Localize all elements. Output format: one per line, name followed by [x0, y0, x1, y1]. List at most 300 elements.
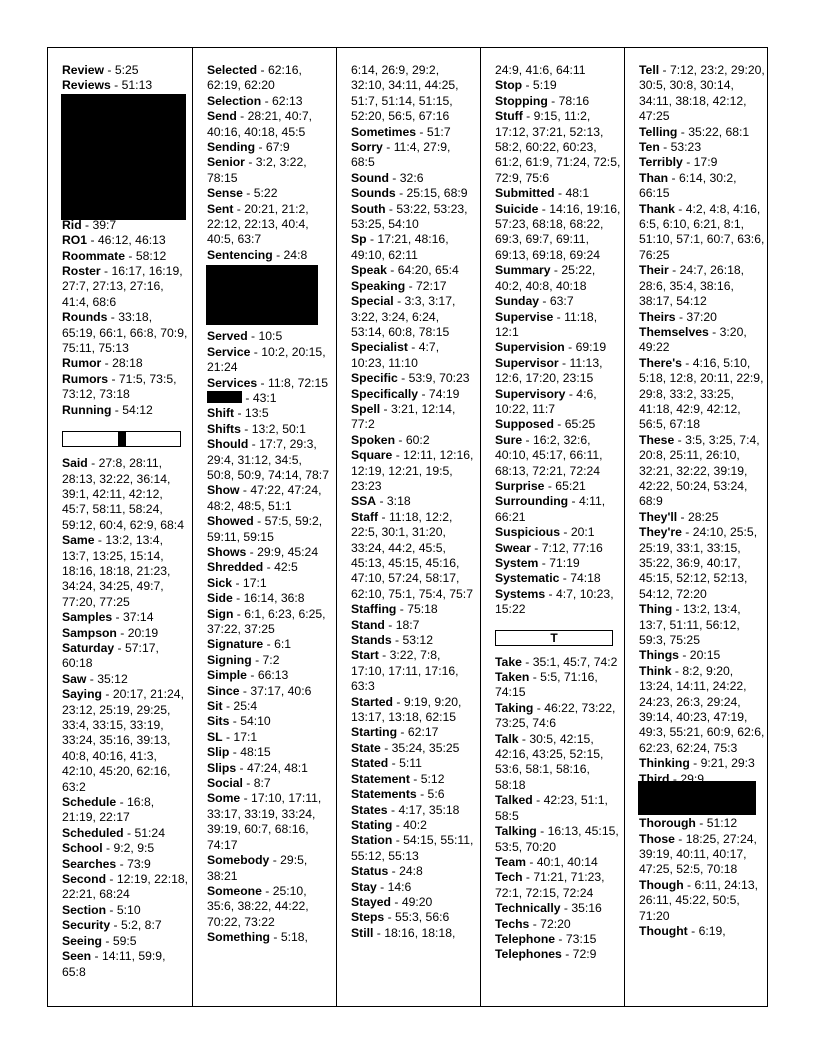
- entry-refs: 40:2: [403, 817, 427, 832]
- entry-refs: 5:18,: [280, 930, 308, 945]
- entry-refs: 3:21, 12:14, 77:2: [351, 401, 456, 432]
- entry-refs: 7:12, 77:16: [541, 540, 603, 555]
- entry-word: Suicide: [495, 201, 539, 216]
- entry-refs: 25:15, 68:9: [406, 186, 468, 201]
- index-entry: Starting - 62:17: [351, 725, 439, 740]
- entries-after-redaction: [639, 816, 765, 939]
- index-column-1: [48, 48, 193, 1006]
- index-entry: Sick - 17:1: [207, 575, 267, 590]
- entry-refs: 28:21, 40:7, 40:16, 40:18, 45:5: [207, 109, 313, 139]
- entry-word: Services: [207, 375, 258, 390]
- index-column-4: [480, 48, 625, 1006]
- entry-word: These: [639, 432, 675, 447]
- entry-refs: 35:22, 68:1: [688, 124, 750, 139]
- index-entry: Theirs - 37:20: [639, 309, 717, 324]
- entry-refs: 55:3, 56:6: [395, 910, 450, 925]
- entry-word: Than: [639, 170, 669, 185]
- entry-word: Stand: [351, 617, 385, 632]
- entry-refs: 17:9: [693, 155, 718, 170]
- entry-refs: 5:5, 71:16, 74:15: [495, 670, 598, 700]
- entry-word: Slip: [207, 745, 230, 760]
- entry-word: Served: [207, 329, 248, 344]
- index-entry: Terribly - 17:9: [639, 155, 718, 170]
- index-entry: Tech - 71:21, 71:23, 72:1, 72:15, 72:24: [495, 870, 605, 900]
- index-entry: They'll - 28:25: [639, 509, 719, 524]
- entry-refs: 29:5, 38:21: [207, 853, 308, 883]
- entry-word: Some: [207, 791, 241, 806]
- entry-word: SSA: [351, 494, 377, 509]
- entry-refs: 43:1: [252, 390, 277, 405]
- entry-refs: 6:11, 24:13, 26:11, 45:22, 50:5, 71:20: [639, 877, 758, 923]
- index-entry: Systems - 4:7, 10:23, 15:22: [495, 586, 614, 617]
- index-entry: Should - 17:7, 29:3, 29:4, 31:12, 34:5, 50:8, 50:9, 74:14, 78:7: [207, 437, 329, 482]
- entry-refs: 42:5: [274, 560, 298, 575]
- entry-word: Staff: [351, 509, 379, 524]
- entry-word: Specifically: [351, 386, 419, 401]
- index-entry: Supervisory - 4:6, 10:22, 11:7: [495, 386, 597, 416]
- entry-word: Sick: [207, 575, 233, 590]
- entry-refs: 54:10: [240, 714, 271, 729]
- index-entry: Staff - 11:18, 12:2, 22:5, 30:1, 31:20, 33:24, 44:2, 45:5, 45:13, 45:15, 45:16, 47:10, 57:24, 58:17, 62:10, 75:1, 75:4, 75:7: [351, 509, 473, 601]
- entry-refs: 13:2, 13:4, 13:7, 51:11, 56:12, 59:3, 75:25: [639, 602, 741, 648]
- section-letter-box: [62, 431, 181, 447]
- entry-refs: 11:18, 12:2, 22:5, 30:1, 31:20, 33:24, 44:2, 45:5, 45:13, 45:15, 45:16, 47:10, 57:24, 58:17, 62:10, 75:1, 75:4, 75:7: [351, 509, 473, 601]
- index-entry: Talking - 16:13, 45:15, 53:5, 70:20: [495, 824, 619, 854]
- entry-word: Started: [351, 694, 393, 709]
- index-entry: Thinking - 9:21, 29:3: [639, 756, 755, 771]
- entry-refs: 57:17, 60:18: [62, 640, 159, 671]
- entry-refs: 6:1, 6:23, 6:25, 37:22, 37:25: [207, 606, 326, 636]
- entry-word: Square: [351, 448, 393, 463]
- entry-refs: 37:20: [686, 309, 717, 324]
- entry-word: Saw: [62, 671, 87, 686]
- entry-word: Slips: [207, 760, 237, 775]
- entry-word: Stayed: [351, 894, 391, 909]
- index-entry: Think - 8:2, 9:20, 13:24, 14:11, 24:22, 24:23, 26:3, 29:24, 39:14, 40:23, 47:19, 49:3, 55:21, 60:9, 62:6, 62:23, 62:24, 75:3: [639, 663, 765, 755]
- entry-word: Systematic: [495, 571, 560, 586]
- index-entry: Techs - 72:20: [495, 916, 571, 931]
- index-entry: Showed - 57:5, 59:2, 59:11, 59:15: [207, 514, 323, 544]
- index-page-frame: [47, 47, 768, 1007]
- index-entry: Square - 12:11, 12:16, 12:19, 12:21, 19:5, 23:23: [351, 448, 474, 493]
- entry-word: Think: [639, 663, 672, 678]
- entries-after-section: [62, 456, 189, 980]
- entry-word: Stopping: [495, 93, 548, 108]
- entry-word: Team: [495, 854, 526, 869]
- entry-word: Sending: [207, 140, 256, 155]
- index-entry: Sampson - 20:19: [62, 625, 159, 640]
- entry-word: Terribly: [639, 155, 683, 170]
- entry-refs: 74:18: [570, 571, 601, 586]
- entry-refs: 13:5: [244, 406, 269, 421]
- index-entry: Supervisor - 11:13, 12:6, 17:20, 23:15: [495, 355, 603, 386]
- index-entry: Spell - 3:21, 12:14, 77:2: [351, 401, 456, 432]
- index-entry: Summary - 25:22, 40:2, 40:8, 40:18: [495, 263, 596, 293]
- entry-word: Suspicious: [495, 525, 561, 540]
- entry-refs: 5:22: [253, 186, 278, 201]
- index-entry: Than - 6:14, 30:2, 66:15: [639, 170, 737, 201]
- entry-refs: 71:5, 73:5, 73:12, 73:18: [62, 371, 177, 402]
- entry-word: Third: [639, 771, 670, 786]
- entry-word: Special: [351, 294, 394, 309]
- entry-word: Sunday: [495, 294, 540, 309]
- entry-word: Someone: [207, 883, 262, 898]
- index-entry: Sending - 67:9: [207, 140, 290, 155]
- index-entry: Things - 20:15: [639, 648, 721, 663]
- entry-word: Same: [62, 533, 95, 548]
- index-entry: Sits - 54:10: [207, 714, 271, 729]
- entry-refs: 78:16: [558, 93, 590, 108]
- entry-word: Technically: [495, 901, 561, 916]
- entry-word: Supposed: [495, 417, 554, 432]
- entry-word: Starting: [351, 725, 398, 740]
- entry-refs: 35:12: [97, 671, 128, 686]
- entry-word: Rounds: [62, 310, 108, 325]
- entry-word: Rid: [62, 217, 82, 232]
- entry-word: Staffing: [351, 602, 397, 617]
- index-entry: Stay - 14:6: [351, 879, 412, 894]
- index-entry: Start - 3:22, 7:8, 17:10, 17:11, 17:16, 63:3: [351, 648, 459, 694]
- index-entry: South - 53:22, 53:23, 53:25, 54:10: [351, 201, 468, 232]
- index-entry: Tell - 7:12, 23:2, 29:20, 30:5, 30:8, 30:14, 34:11, 38:18, 42:12, 47:25: [639, 63, 765, 124]
- entry-word: Send: [207, 109, 237, 124]
- entries-after-redaction: [62, 218, 189, 418]
- index-entry: Themselves - 3:20, 49:22: [639, 324, 747, 355]
- index-entry: Saying - 20:17, 21:24, 23:12, 25:19, 29:25, 33:4, 33:15, 33:19, 33:24, 35:16, 39:13, 40:8, 40:16, 41:3, 42:10, 45:20, 62:16, 63:2: [62, 687, 184, 794]
- index-entry: States - 4:17, 35:18: [351, 802, 460, 817]
- section-letter-redaction: [118, 432, 126, 446]
- entry-word: Sense: [207, 186, 243, 201]
- entry-word: Running: [62, 402, 112, 417]
- entry-refs: 29:9: [680, 771, 705, 786]
- entry-word: Stated: [351, 756, 389, 771]
- entry-word: Security: [62, 918, 111, 933]
- entry-refs: 29:9, 45:24: [257, 544, 319, 559]
- index-entry: Sound - 32:6: [351, 170, 424, 185]
- entry-refs: 16:17, 16:19, 27:7, 27:13, 27:16, 41:4, 68:6: [62, 264, 183, 309]
- entry-refs: 5:19: [532, 78, 557, 93]
- entry-refs: 9:19, 9:20, 13:17, 13:18, 62:15: [351, 694, 462, 725]
- entry-refs: 5:12: [420, 771, 445, 786]
- index-entry: Scheduled - 51:24: [62, 825, 165, 840]
- entry-word: Said: [62, 456, 88, 471]
- entry-word: Sits: [207, 714, 230, 729]
- index-entry: Telephones - 72:9: [495, 947, 597, 962]
- entry-word: Still: [351, 925, 374, 940]
- entry-refs: 47:24, 48:1: [246, 760, 308, 775]
- entry-word: Sampson: [62, 625, 117, 640]
- entry-refs: 54:12: [122, 402, 153, 417]
- index-entry: SSA - 3:18: [351, 494, 411, 509]
- entry-refs: 24:8: [399, 864, 423, 879]
- redacted-word: [207, 391, 242, 403]
- entry-refs: 4:17, 35:18: [398, 802, 460, 817]
- entry-refs: 60:2: [405, 432, 430, 447]
- index-entry: Supervise - 11:18, 12:1: [495, 309, 598, 339]
- entry-refs: 33:18, 65:19, 66:1, 66:8, 70:9, 75:11, 75:13: [62, 310, 188, 356]
- index-entry: Swear - 7:12, 77:16: [495, 540, 603, 555]
- entry-word: Those: [639, 831, 675, 846]
- entry-word: Selected: [207, 63, 258, 77]
- entry-refs: 17:1: [233, 729, 258, 744]
- entry-refs: 24:10, 25:5, 25:19, 33:1, 33:15, 35:22, 36:9, 40:17, 45:15, 52:12, 52:13, 54:12, 72:20: [639, 525, 758, 601]
- entry-refs: 69:19: [575, 340, 607, 355]
- entries: [351, 125, 476, 942]
- index-entry: Reviews - 51:13: [62, 78, 153, 93]
- entry-refs: 63:7: [549, 294, 574, 309]
- entries-after-redaction: [207, 329, 332, 391]
- entry-word: Roster: [62, 264, 101, 279]
- entry-refs: 40:1, 40:14: [536, 854, 598, 869]
- index-entry: Simple - 66:13: [207, 668, 289, 683]
- index-entry: Speaking - 72:17: [351, 278, 447, 293]
- entry-word: Sounds: [351, 186, 396, 201]
- index-entry: Though - 6:11, 24:13, 26:11, 45:22, 50:5, 71:20: [639, 877, 758, 923]
- index-entry: RO1 - 46:12, 46:13: [62, 233, 166, 248]
- entry-refs: 14:6: [387, 879, 412, 894]
- entry-word: SL: [207, 729, 223, 744]
- index-entry: Rounds - 33:18, 65:19, 66:1, 66:8, 70:9, 75:11, 75:13: [62, 310, 188, 356]
- entry-refs: 4:6, 10:22, 11:7: [495, 386, 597, 416]
- entry-refs: 5:6: [427, 787, 445, 802]
- entry-refs: 53:23: [670, 140, 702, 155]
- entry-refs: 37:17, 40:6: [250, 683, 312, 698]
- index-entry: Something - 5:18,: [207, 930, 308, 945]
- index-entry: Thorough - 51:12: [639, 816, 738, 831]
- entry-refs: 8:7: [253, 776, 271, 791]
- entry-word: Rumor: [62, 356, 102, 371]
- index-entry: Take - 35:1, 45:7, 74:2: [495, 654, 618, 669]
- entry-word: Thank: [639, 201, 675, 216]
- entry-word: Telephone: [495, 931, 556, 946]
- entry-word: Supervise: [495, 309, 554, 324]
- entry-refs: 71:21, 71:23, 72:1, 72:15, 72:24: [495, 870, 605, 900]
- index-entry: Roster - 16:17, 16:19, 27:7, 27:13, 27:16, 41:4, 68:6: [62, 264, 183, 309]
- entry-word: Sometimes: [351, 124, 417, 139]
- entry-word: Something: [207, 930, 270, 945]
- entry-word: Section: [62, 902, 107, 917]
- entry-refs: 48:15: [240, 745, 271, 760]
- entry-word: Sentencing: [207, 247, 273, 262]
- index-entry: Review - 5:25: [62, 63, 139, 77]
- entry-word: Though: [639, 877, 684, 892]
- index-entry: Social - 8:7: [207, 776, 271, 791]
- index-entry: Since - 37:17, 40:6: [207, 683, 312, 698]
- index-entry: Talked - 42:23, 51:1, 58:5: [495, 793, 608, 823]
- index-entry: Saw - 35:12: [62, 671, 128, 686]
- index-entry: Sunday - 63:7: [495, 294, 574, 309]
- entry-refs: 3:18: [386, 494, 411, 509]
- index-entry: Send - 28:21, 40:7, 40:16, 40:18, 45:5: [207, 109, 313, 139]
- entry-word: Surprise: [495, 478, 545, 493]
- entry-refs: 18:16, 18:18,: [384, 925, 456, 940]
- entries-after-section: [495, 655, 621, 963]
- entry-word: Things: [639, 648, 679, 663]
- entry-refs: 58:12: [135, 248, 167, 263]
- index-entry: Show - 47:22, 47:24, 48:2, 48:5, 51:1: [207, 483, 322, 513]
- index-entry: Taking - 46:22, 73:22, 73:25, 74:6: [495, 700, 616, 731]
- entry-refs: 20:15: [689, 648, 721, 663]
- entry-word: Scheduled: [62, 825, 124, 840]
- entry-refs: 10:5: [258, 329, 283, 344]
- entry-word: Station: [351, 833, 393, 848]
- index-entry: Sentencing - 24:8: [207, 247, 308, 262]
- index-entry: Their - 24:7, 26:18, 28:6, 35:4, 38:16, 38:17, 54:12: [639, 263, 745, 309]
- entry-refs: 17:1: [242, 575, 267, 590]
- entry-word: Social: [207, 776, 243, 791]
- entry-word: Seeing: [62, 933, 102, 948]
- entry-word: Service: [207, 344, 251, 359]
- index-entry: Service - 10:2, 20:15, 21:24: [207, 344, 326, 375]
- index-entry: Rumor - 28:18: [62, 356, 143, 371]
- entry-refs: 13:2, 50:1: [251, 421, 306, 436]
- entry-refs: 4:11, 66:21: [495, 494, 606, 524]
- entry-word: Swear: [495, 540, 531, 555]
- index-entry: Shows - 29:9, 45:24: [207, 544, 319, 559]
- index-entry: Same - 13:2, 13:4, 13:7, 13:25, 15:14, 18:16, 18:18, 21:23, 34:24, 34:25, 49:7, 77:20, 77:25: [62, 533, 171, 609]
- entry-refs: 5:10: [116, 902, 141, 917]
- entry-word: There's: [639, 355, 682, 370]
- entry-word: Talking: [495, 824, 537, 839]
- index-entry: Sit - 25:4: [207, 699, 258, 714]
- entries-before-redaction: [62, 63, 189, 94]
- entry-refs: 20:19: [127, 625, 159, 640]
- entry-refs: 12:19, 22:18, 22:21, 68:24: [62, 872, 189, 902]
- index-entry: Rumors - 71:5, 73:5, 73:12, 73:18: [62, 371, 177, 402]
- entries-before-section: [495, 78, 621, 617]
- entry-refs: 16:2, 32:6, 40:10, 45:17, 66:11, 68:13, 72:21, 72:24: [495, 432, 603, 478]
- entry-word: Searches: [62, 856, 117, 871]
- entry-refs: 18:25, 27:24, 39:19, 40:11, 40:17, 47:25, 52:5, 70:18: [639, 831, 757, 877]
- index-entry: Sign - 6:1, 6:23, 6:25, 37:22, 37:25: [207, 606, 326, 636]
- entry-refs: 14:16, 19:16, 57:23, 68:18, 68:22, 69:3, 69:7, 69:11, 69:13, 69:18, 69:24: [495, 201, 621, 262]
- index-entry: Services - 11:8, 72:15: [207, 375, 329, 390]
- entry-refs: 35:1, 45:7, 74:2: [532, 654, 618, 669]
- index-entry: Staffing - 75:18: [351, 602, 438, 617]
- index-entry: State - 35:24, 35:25: [351, 740, 460, 755]
- entry-refs: 67:9: [265, 140, 290, 155]
- entry-refs: 11:13, 12:6, 17:20, 23:15: [495, 355, 603, 386]
- entry-word: Side: [207, 591, 233, 606]
- entry-word: Surrounding: [495, 494, 569, 509]
- index-entry: Steps - 55:3, 56:6: [351, 910, 450, 925]
- index-entry: Team - 40:1, 40:14: [495, 854, 598, 869]
- entry-word: Tell: [639, 63, 660, 77]
- index-entry: Sense - 5:22: [207, 186, 278, 201]
- index-entry: Sp - 17:21, 48:16, 49:10, 62:11: [351, 232, 449, 262]
- index-entry: Sent - 20:21, 21:2, 22:12, 22:13, 40:4, 40:5, 63:7: [207, 201, 309, 247]
- entry-refs: 62:13: [272, 93, 303, 108]
- entry-refs: 72:17: [416, 278, 447, 293]
- entry-word: Simple: [207, 668, 247, 683]
- entry-word: Shows: [207, 544, 247, 559]
- entry-refs: 16:8, 21:19, 22:17: [62, 795, 155, 825]
- index-column-5: [624, 48, 769, 1006]
- entry-refs: 37:14: [122, 610, 154, 625]
- entry-word: Techs: [495, 916, 530, 931]
- index-entry: Saturday - 57:17, 60:18: [62, 640, 159, 671]
- entry-word: Supervision: [495, 340, 565, 355]
- entry-word: They'll: [639, 509, 678, 524]
- entry-word: Submitted: [495, 186, 555, 201]
- entry-word: Supervisory: [495, 386, 566, 401]
- entry-word: Summary: [495, 263, 551, 278]
- entry-refs: 24:8: [283, 247, 308, 262]
- index-entry: Slip - 48:15: [207, 745, 271, 760]
- entry-word: Steps: [351, 910, 385, 925]
- entry-refs: 7:12, 23:2, 29:20, 30:5, 30:8, 30:14, 34:11, 38:18, 42:12, 47:25: [639, 63, 765, 124]
- entry-word: Speaking: [351, 278, 406, 293]
- index-entry: Shifts - 13:2, 50:1: [207, 421, 306, 436]
- entry-refs: 71:19: [549, 556, 580, 570]
- entry-word: Somebody: [207, 853, 270, 868]
- entry-refs: 49:20: [401, 894, 433, 909]
- entry-word: Systems: [495, 586, 546, 601]
- index-entry: Someone - 25:10, 35:6, 38:22, 44:22, 70:22, 73:22: [207, 883, 309, 929]
- index-entry: Talk - 30:5, 42:15, 42:16, 43:25, 52:15, 53:6, 58:1, 58:16, 58:18: [495, 731, 604, 792]
- index-entry: Samples - 37:14: [62, 610, 154, 625]
- entry-refs: 16:13, 45:15, 53:5, 70:20: [495, 824, 619, 854]
- entry-refs: 10:2, 20:15, 21:24: [207, 344, 326, 375]
- index-entry: Signature - 6:1: [207, 637, 292, 652]
- entry-refs: 11:18, 12:1: [495, 309, 598, 339]
- index-column-2: [192, 48, 336, 1006]
- entry-refs: 20:1: [570, 525, 595, 540]
- index-entry: Special - 3:3, 3:17, 3:22, 3:24, 6:24, 53:14, 60:8, 78:15: [351, 294, 456, 339]
- entry-word: Telephones: [495, 947, 562, 962]
- index-entry: Sure - 16:2, 32:6, 40:10, 45:17, 66:11, 68:13, 72:21, 72:24: [495, 432, 603, 478]
- section-letter-box: [495, 630, 613, 646]
- entry-refs: 35:24, 35:25: [391, 740, 460, 755]
- entry-refs: 30:5, 42:15, 42:16, 43:25, 52:15, 53:6, 58:1, 58:16, 58:18: [495, 731, 604, 792]
- index-entry: Telling - 35:22, 68:1: [639, 124, 750, 139]
- entries-before-redaction: [639, 63, 765, 787]
- index-entry-redacted-word: - 43:1: [207, 391, 332, 406]
- entry-word: They're: [639, 525, 682, 540]
- index-entry: Supposed - 65:25: [495, 417, 596, 432]
- entry-refs: 46:22, 73:22, 73:25, 74:6: [495, 700, 616, 731]
- entry-word: Telling: [639, 124, 678, 139]
- index-entry: Ten - 53:23: [639, 140, 702, 155]
- index-entry: Sometimes - 51:7: [351, 124, 451, 139]
- entry-word: Supervisor: [495, 355, 559, 370]
- entry-refs: 9:2, 9:5: [113, 841, 155, 856]
- entry-refs: 57:5, 59:2, 59:11, 59:15: [207, 514, 323, 544]
- entry-refs: 25:22, 40:2, 40:8, 40:18: [495, 263, 596, 293]
- entry-refs: 75:18: [407, 602, 438, 617]
- index-entry: Shredded - 42:5: [207, 560, 298, 575]
- entry-refs: 13:2, 13:4, 13:7, 13:25, 15:14, 18:16, 18:18, 21:23, 34:24, 34:25, 49:7, 77:20, 77:25: [62, 533, 171, 609]
- entry-refs: 65:25: [564, 417, 596, 432]
- entry-word: Shifts: [207, 421, 241, 436]
- index-entry: Security - 5:2, 8:7: [62, 918, 162, 933]
- index-entry: Submitted - 48:1: [495, 186, 590, 201]
- index-entry: SL - 17:1: [207, 729, 258, 744]
- entry-word: States: [351, 802, 388, 817]
- entry-word: Stands: [351, 633, 392, 648]
- entry-refs: 42:23, 51:1, 58:5: [495, 793, 608, 823]
- index-entry: Those - 18:25, 27:24, 39:19, 40:11, 40:17, 47:25, 52:5, 70:18: [639, 831, 757, 877]
- entry-word: Stay: [351, 879, 377, 894]
- index-entry: Started - 9:19, 9:20, 13:17, 13:18, 62:15: [351, 694, 462, 725]
- index-entry: Shift - 13:5: [207, 406, 269, 421]
- entry-refs: 3:5, 3:25, 7:4, 20:8, 25:11, 26:10, 32:21, 32:22, 39:19, 42:22, 50:24, 53:24, 68:9: [639, 432, 760, 509]
- entry-word: Since: [207, 683, 240, 698]
- entry-word: State: [351, 740, 381, 755]
- entry-word: Thorough: [639, 816, 696, 831]
- entry-refs: 24:7, 26:18, 28:6, 35:4, 38:16, 38:17, 54:12: [639, 263, 745, 309]
- entry-word: Signature: [207, 637, 264, 652]
